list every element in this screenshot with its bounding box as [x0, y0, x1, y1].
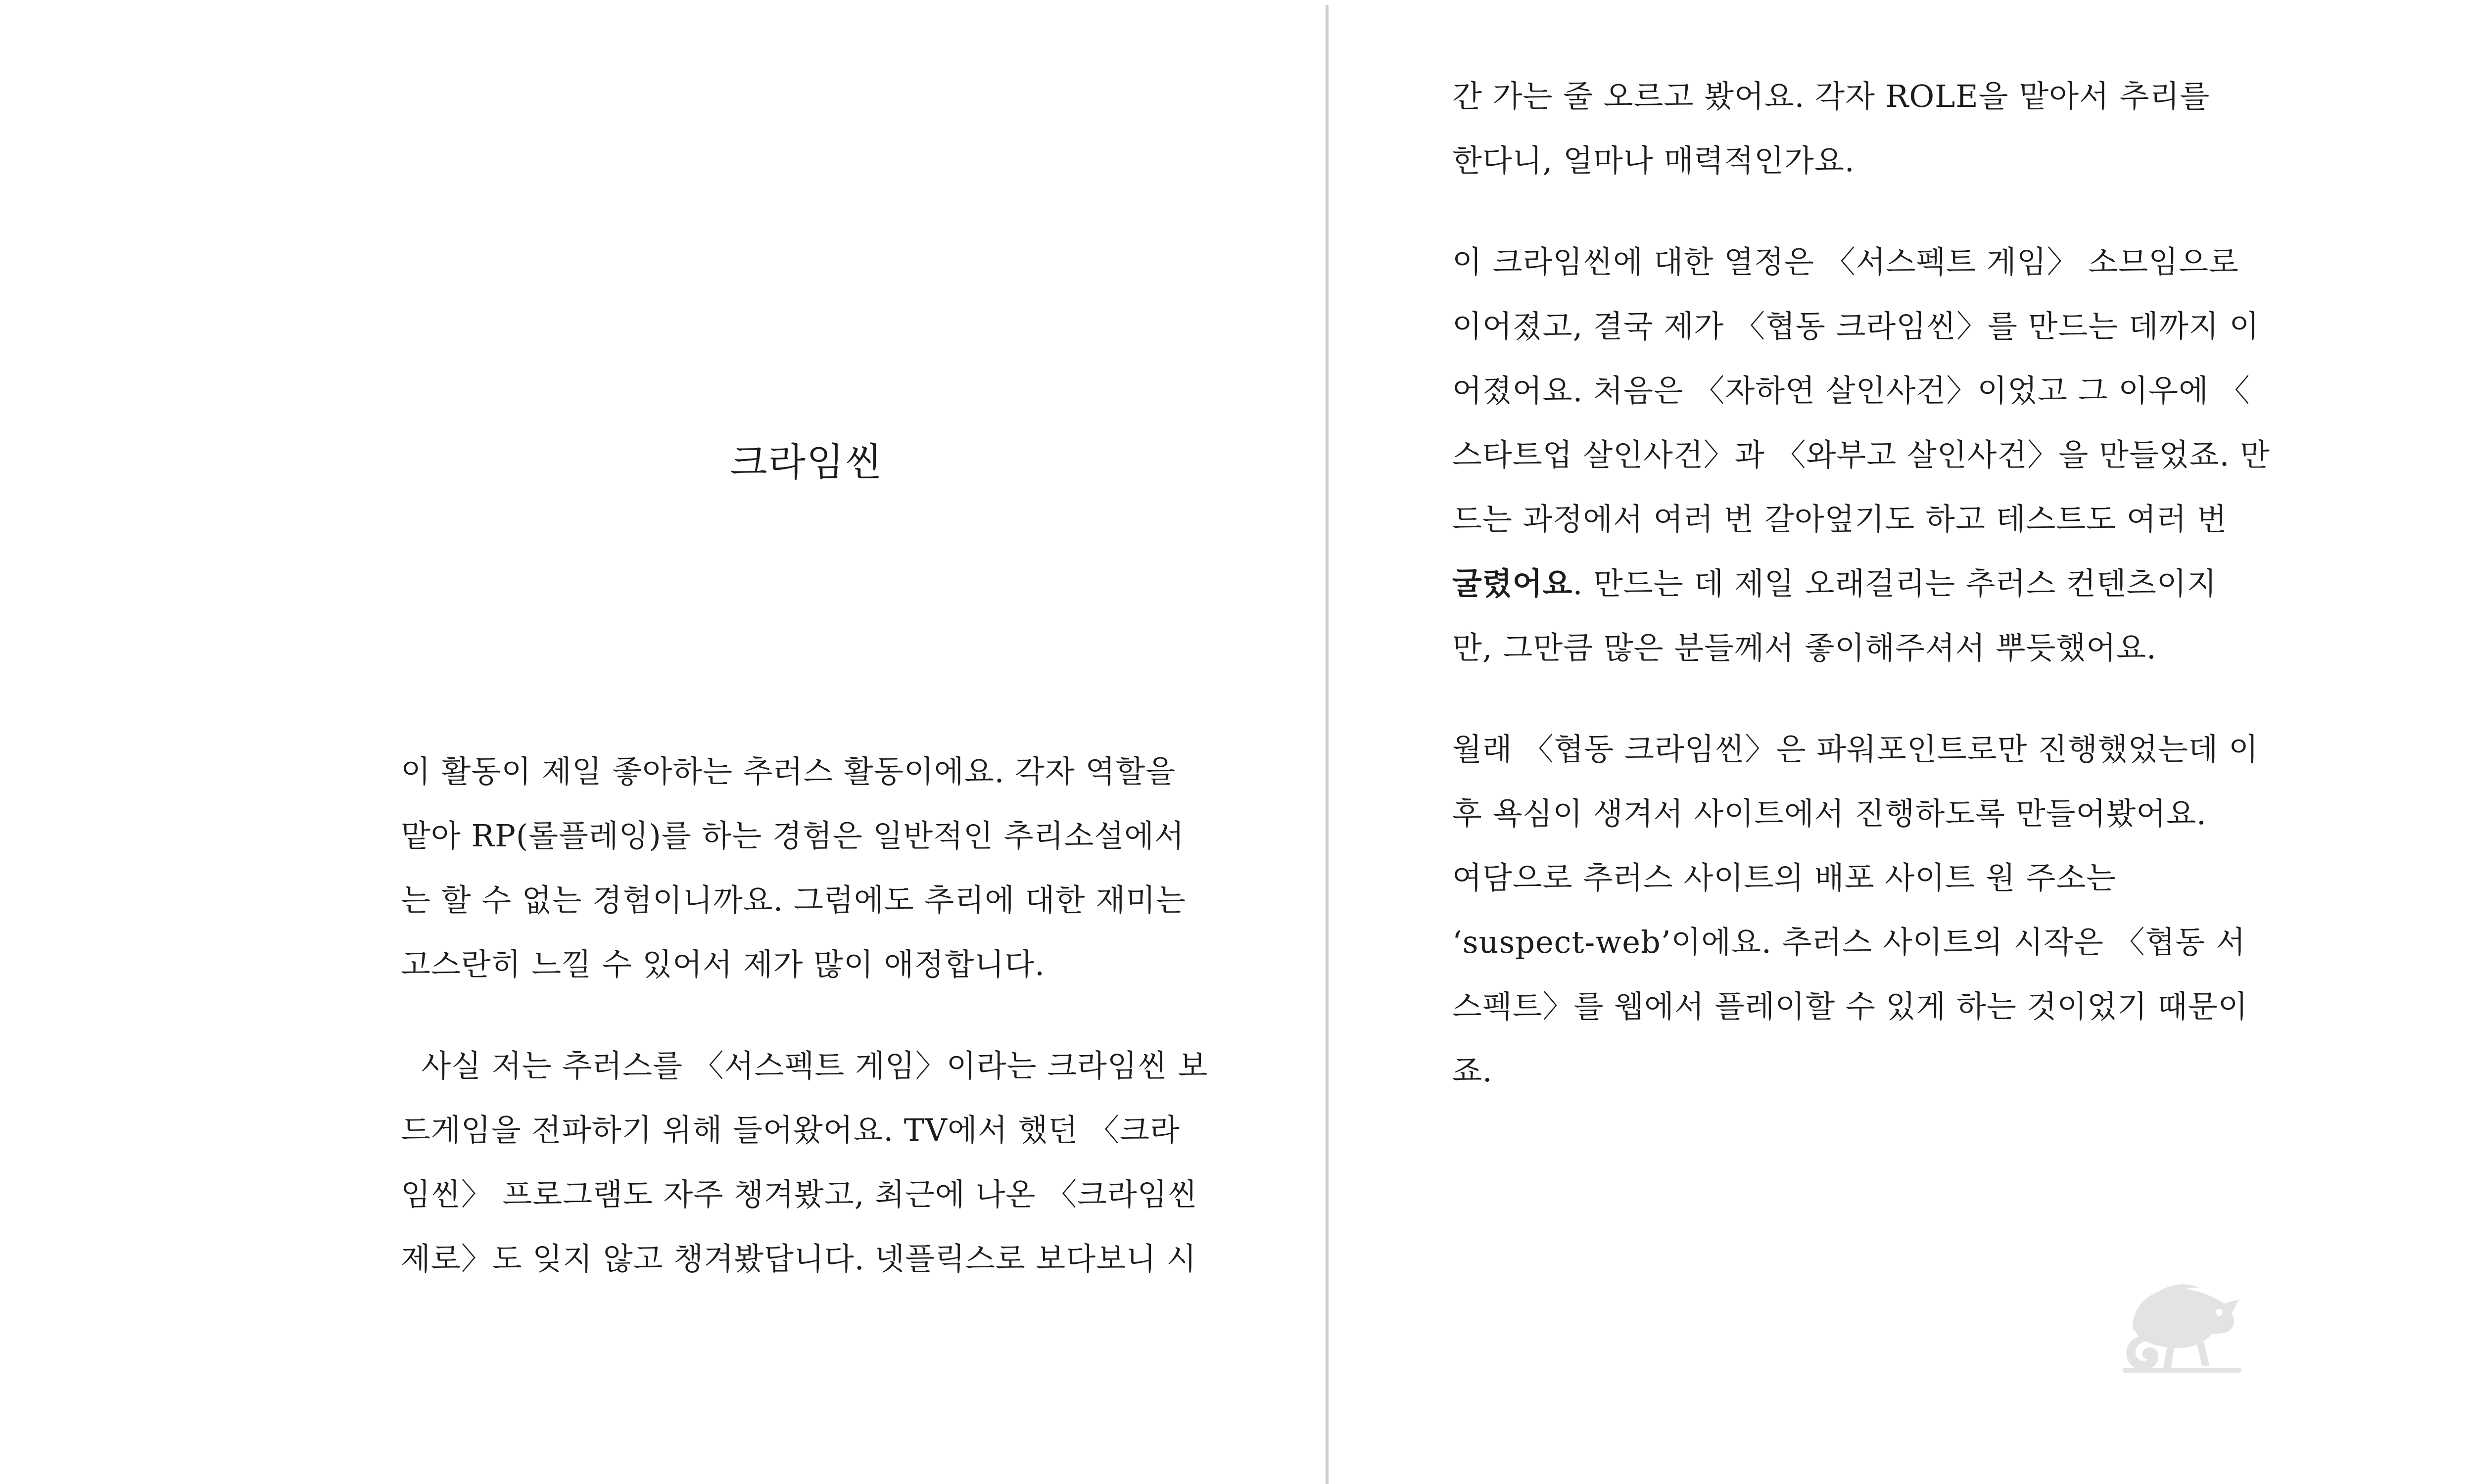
body-line: 사실 저는 추러스를 〈서스펙트 게임〉이라는 크라임씬 보	[401, 1048, 1208, 1084]
body-line: 이 활동이 제일 좋아하는 추러스 활동이에요. 각자 역할을	[401, 753, 1176, 789]
body-line: 제로〉도 잊지 않고 챙겨봤답니다. 넷플릭스로 보다보니 시	[401, 1241, 1197, 1277]
left-page	[401, 0, 1212, 1484]
body-line: 이 크라임씬에 대한 열정은 〈서스펙트 게임〉 소므임으로	[1452, 244, 2239, 280]
body-line: 여담으로 추러스 사이트의 배포 사이트 원 주소는	[1452, 860, 2117, 896]
body-line: 월래 〈협동 크라임씬〉은 파워포인트로만 진행했었는데 이	[1452, 731, 2259, 767]
body-line: 간 가는 줄 오르고 봤어요. 각자 ROLE을 맡아서 추리를	[1452, 78, 2210, 114]
body-line: 죠.	[1452, 1053, 1493, 1089]
body-line: ‘suspect-web’이에요. 추러스 사이트의 시작은 〈협동 서	[1452, 924, 2246, 960]
body-line-with-bold	[1452, 561, 2217, 606]
body-line: 한다니, 얼마나 매력적인가요.	[1452, 142, 1855, 179]
body-line: 임씬〉 프로그램도 자주 챙겨봤고, 최근에 나온 〈크라임씬	[401, 1176, 1198, 1212]
page-divider	[1326, 5, 1329, 1484]
body-line: 드게임을 전파하기 위해 들어왔어요. TV에서 했던 〈크라	[401, 1112, 1180, 1148]
chameleon-icon	[2113, 1269, 2246, 1383]
body-line: 스타트업 살인사건〉과 〈와부고 살인사건〉을 만들었죠. 만	[1452, 437, 2270, 473]
body-line: 고스란히 느낄 수 있어서 제가 많이 애정합니다.	[401, 946, 1045, 982]
body-line: 만, 그만큼 많은 분들께서 좋이해주셔서 뿌듯했어요.	[1452, 630, 2157, 666]
body-line: 후 욕심이 생겨서 사이트에서 진행하도록 만들어봤어요.	[1452, 795, 2207, 832]
body-line: 맡아 RP(롤플레잉)를 하는 경험은 일반적인 추리소설에서	[401, 818, 1185, 854]
chapter-title: 크라임씬	[730, 440, 883, 485]
body-line: 이어졌고, 결국 제가 〈협동 크라임씬〉를 만드는 데까지 이	[1452, 308, 2260, 344]
bold-phrase: 굴렸어요	[1452, 565, 1573, 602]
right-page	[1452, 0, 2270, 1484]
body-line: 드는 과정에서 여러 번 갈아엎기도 하고 테스트도 여러 번	[1452, 501, 2228, 537]
body-line: 스펙트〉를 웹에서 플레이할 수 있게 하는 것이었기 때문이	[1452, 988, 2248, 1024]
body-line: 어졌어요. 처음은 〈자하연 살인사건〉이었고 그 이우에 〈	[1452, 372, 2250, 409]
body-line: 는 할 수 없는 경험이니까요. 그럼에도 추리에 대한 재미는	[401, 882, 1186, 918]
bold-line-rest: . 만드는 데 제일 오래걸리는 추러스 컨텐츠이지	[1572, 565, 2217, 602]
